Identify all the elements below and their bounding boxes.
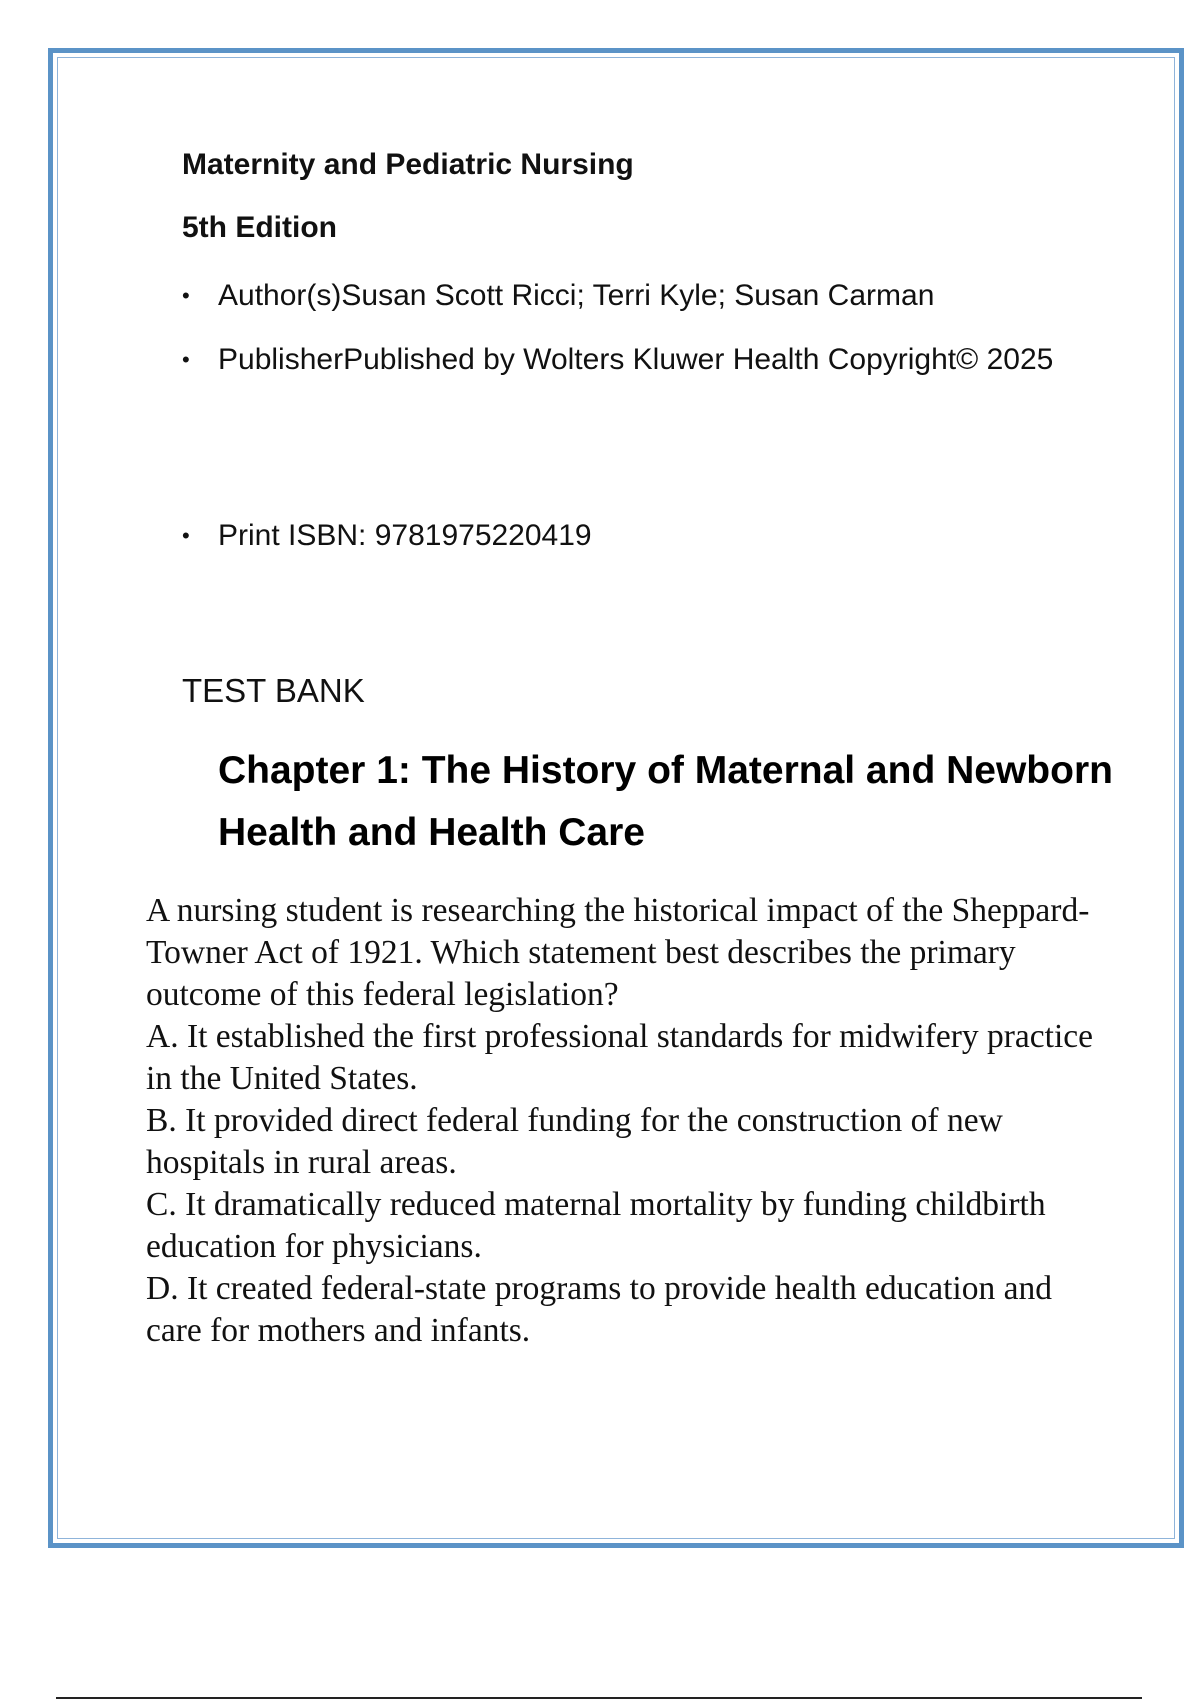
answer-option-d: D. It created federal-state programs to provide health education and care for mothers and infants. bbox=[146, 1270, 1052, 1349]
meta-item-isbn bbox=[182, 512, 1062, 560]
answer-option-c: C. It dramatically reduced maternal mortality by funding childbirth education for physicians. bbox=[146, 1186, 1046, 1265]
book-edition: 5th Edition bbox=[182, 211, 337, 244]
footer-divider bbox=[56, 1697, 1142, 1699]
bullet-icon: • bbox=[182, 347, 190, 372]
test-bank-label: TEST BANK bbox=[182, 672, 365, 709]
chapter-heading: Chapter 1: The History of Maternal and Newborn Health and Health Care bbox=[218, 749, 1113, 854]
question-stem: A nursing student is researching the historical impact of the Sheppard-Towner Act of 1921. Which statement best describes the primary outcome of this federal legislation? bbox=[146, 892, 1090, 1013]
answer-option-a: A. It established the first professional standards for midwifery practice in the United States. bbox=[146, 1018, 1094, 1097]
bullet-icon: • bbox=[182, 283, 190, 308]
meta-item-publisher bbox=[182, 336, 1062, 384]
question-block bbox=[146, 890, 1106, 1352]
answer-option-b: B. It provided direct federal funding for the construction of new hospitals in rural areas. bbox=[146, 1102, 1003, 1181]
book-title: Maternity and Pediatric Nursing bbox=[182, 148, 634, 181]
meta-authors-text: Author(s)Susan Scott Ricci; Terri Kyle; Susan Carman bbox=[218, 279, 935, 312]
meta-item-authors bbox=[182, 272, 1062, 320]
meta-publisher-text: PublisherPublished by Wolters Kluwer Health Copyright© 2025 bbox=[218, 343, 1054, 376]
bullet-icon: • bbox=[182, 523, 190, 548]
meta-isbn-text: Print ISBN: 9781975220419 bbox=[218, 519, 592, 552]
